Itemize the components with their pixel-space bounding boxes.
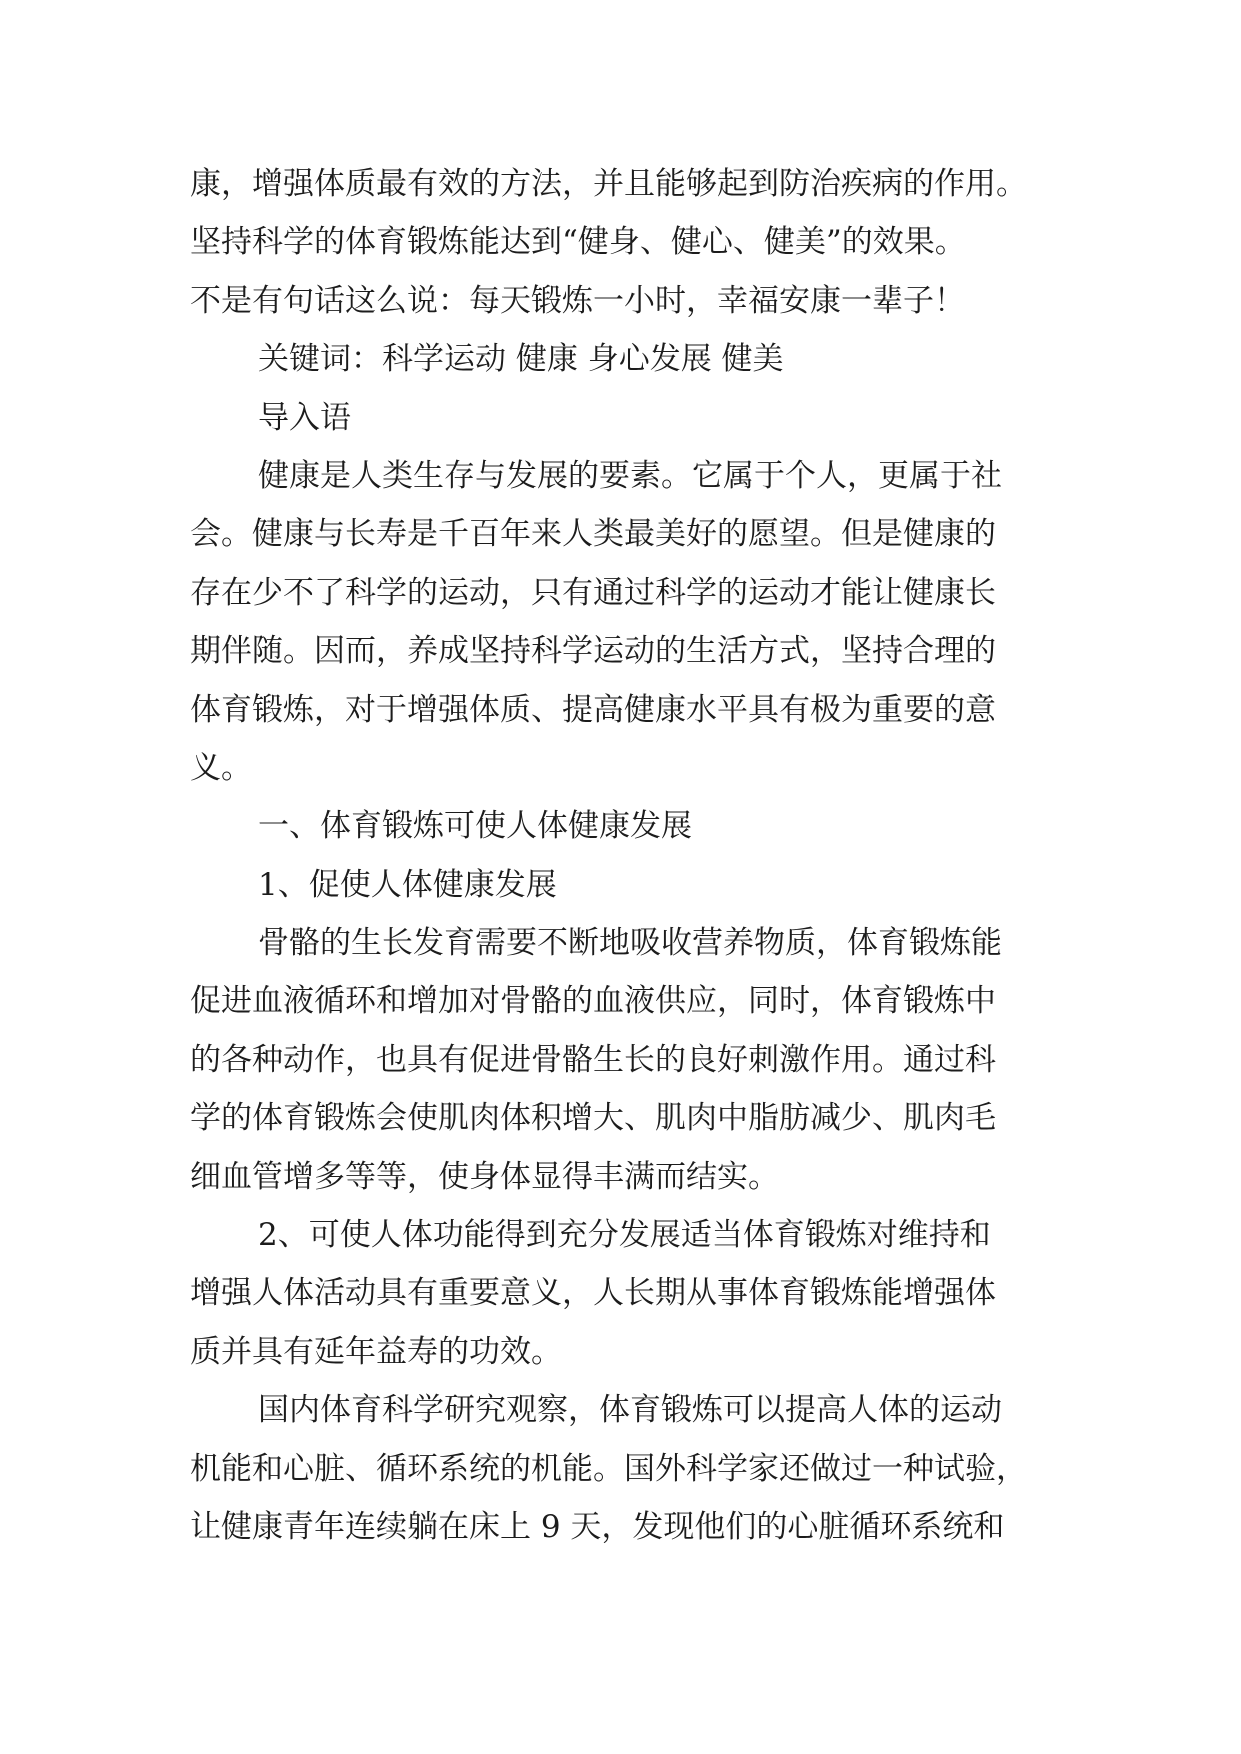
text-line: 增强人体活动具有重要意义，人长期从事体育锻炼能增强体 <box>190 1275 996 1312</box>
text-line: 期伴随。因而，养成坚持科学运动的生活方式，坚持合理的 <box>190 633 996 670</box>
text-line: 让健康青年连续躺在床上 9 天，发现他们的心脏循环系统和 <box>190 1508 1005 1545</box>
subsection-heading-1: 1、促使人体健康发展 <box>258 866 557 903</box>
text-line: 学的体育锻炼会使肌肉体积增大、肌肉中脂肪减少、肌肉毛 <box>190 1100 996 1137</box>
section-heading-intro: 导入语 <box>258 399 351 436</box>
text-line: 质并具有延年益寿的功效。 <box>190 1333 562 1370</box>
document-body <box>190 155 1070 1556</box>
section-heading-1: 一、体育锻炼可使人体健康发展 <box>258 808 692 845</box>
text-line: 坚持科学的体育锻炼能达到“健身、健心、健美”的效果。 <box>190 224 966 261</box>
text-line: 康，增强体质最有效的方法，并且能够起到防治疾病的作用。 <box>190 166 1027 202</box>
text-line: 2、可使人体功能得到充分发展适当体育锻炼对维持和 <box>258 1217 991 1254</box>
text-line: 存在少不了科学的运动，只有通过科学的运动才能让健康长 <box>190 574 996 611</box>
text-line: 骨骼的生长发育需要不断地吸收营养物质，体育锻炼能 <box>258 925 1002 962</box>
text-line: 不是有句话这么说：每天锻炼一小时，幸福安康一辈子！ <box>190 282 965 319</box>
text-line: 的各种动作，也具有促进骨骼生长的良好刺激作用。通过科 <box>190 1041 996 1078</box>
text-line: 会。健康与长寿是千百年来人类最美好的愿望。但是健康的 <box>190 516 996 553</box>
text-line: 促进血液循环和增加对骨骼的血液供应，同时，体育锻炼中 <box>190 983 996 1020</box>
text-line: 义。 <box>190 749 252 786</box>
text-line: 细血管增多等等，使身体显得丰满而结实。 <box>190 1158 779 1195</box>
keywords-line: 关键词：科学运动 健康 身心发展 健美 <box>258 341 784 378</box>
text-line: 国内体育科学研究观察，体育锻炼可以提高人体的运动 <box>258 1392 1002 1429</box>
text-line: 健康是人类生存与发展的要素。它属于个人，更属于社 <box>258 457 1002 494</box>
text-line: 体育锻炼，对于增强体质、提高健康水平具有极为重要的意 <box>190 691 996 728</box>
text-line: 机能和心脏、循环系统的机能。国外科学家还做过一种试验， <box>190 1450 1027 1487</box>
